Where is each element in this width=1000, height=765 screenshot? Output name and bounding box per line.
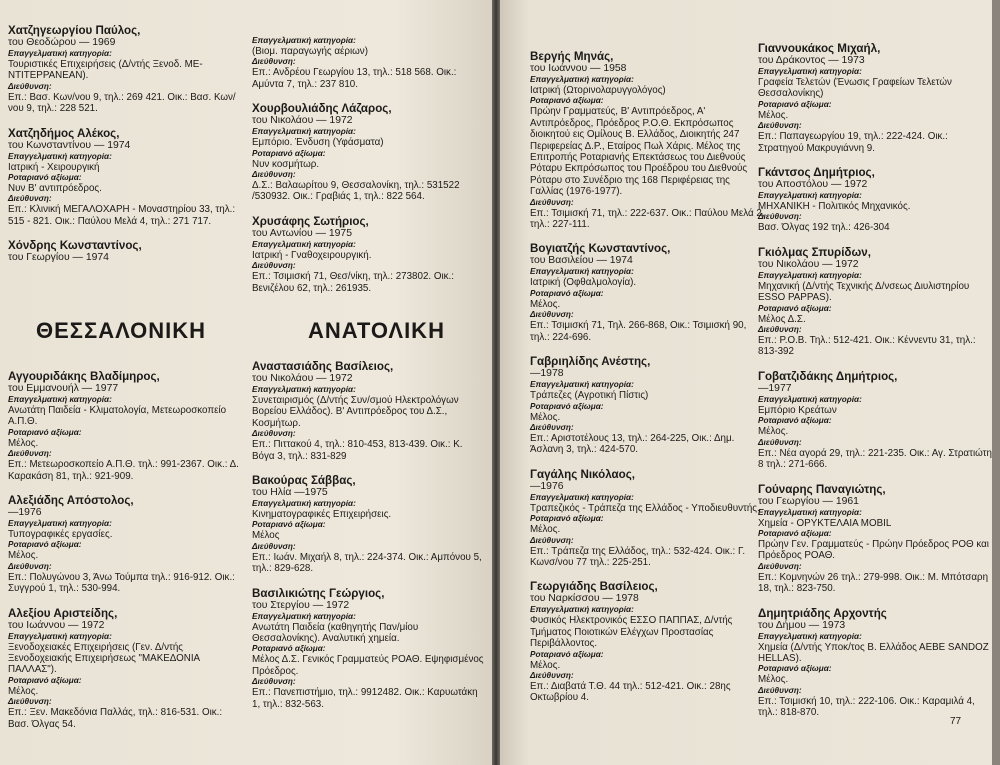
label-profession: Επαγγελματική κατηγορία:	[252, 127, 356, 137]
label-profession: Επαγγελματική κατηγορία:	[530, 492, 634, 502]
label-rotary-office: Ροταριανό αξίωμα:	[530, 649, 604, 659]
profession-text: Φυσικός Ηλεκτρονικός ΕΣΣΟ ΠΑΠΠΑΣ, Δ/ντής Τμήματος Ποιοτικών Ελέγχων Προστασίας Περιβάλλοντος.	[530, 615, 733, 650]
rotary-office-text: Μέλος.	[8, 550, 39, 562]
member-entry	[530, 242, 765, 343]
label-profession: Επαγγελματική κατηγορία:	[8, 519, 112, 529]
label-profession: Επαγγελματική κατηγορία:	[758, 270, 862, 280]
label-address: Διεύθυνση:	[530, 535, 574, 545]
member-parentage-year: —1976	[8, 507, 42, 519]
member-entry	[758, 166, 992, 234]
label-address: Διεύθυνση:	[758, 685, 802, 695]
member-name: Γαγάλης Νικόλαος,	[530, 467, 635, 481]
label-rotary-office: Ροταριανό αξίωμα:	[758, 303, 832, 313]
member-parentage-year: του Εμμανουήλ — 1977	[8, 383, 119, 394]
rotary-office-text: Μέλος.	[758, 674, 789, 686]
label-profession: Επαγγελματική κατηγορία:	[8, 631, 112, 641]
label-profession: Επαγγελματική κατηγορία:	[530, 605, 634, 615]
member-entry	[8, 494, 243, 595]
rotary-office-text: Μέλος.	[530, 524, 561, 536]
member-entry	[8, 370, 243, 482]
member-name: Χατζηγεωργίου Παύλος,	[8, 24, 141, 37]
member-parentage-year: του Ηλία —1975	[252, 487, 328, 499]
profession-text: Ιατρική - Γναθοχειρουργική.	[252, 249, 372, 261]
member-parentage-year: του Νικολάου — 1972	[252, 115, 353, 127]
address-text: Επ.: Μετεωροσκοπείο Α.Π.Θ. τηλ.: 991-2367. Οικ.: Δ. Καρακάση 81, τηλ.: 921-909.	[8, 459, 239, 482]
member-parentage-year: του Ιωάννου — 1958	[530, 63, 627, 74]
rotary-office-text: Μέλος.	[530, 659, 561, 671]
rotary-office-text: Μέλος.	[758, 109, 789, 121]
label-profession: Επαγγελματική κατηγορία:	[8, 151, 112, 161]
address-text: Επ.: Βασ. Κων/νου 9, τηλ.: 269 421. Οικ.: Βασ. Κων/νου 9, τηλ.: 228 521.	[8, 91, 236, 115]
label-rotary-office: Ροταριανό αξίωμα:	[8, 173, 82, 183]
profession-text: Συνεταιρισμός (Δ/ντής Συν/σμού Ηλεκτρολόγων Βορείου Ελλάδος). Β' Αντιπρόεδρος του Δ.Σ., Κοσμήτωρ.	[252, 395, 459, 429]
rotary-office-text: Μέλος Δ.Σ.	[758, 313, 806, 325]
label-rotary-office: Ροταριανό αξίωμα:	[252, 644, 326, 654]
address-text: Επ.: Κομνηνών 26 τηλ.: 279-998. Οικ.: Μ. Μπότσαρη 18, τηλ.: 823-750.	[758, 571, 989, 595]
member-entry	[758, 370, 992, 471]
member-parentage-year: του Ναρκίσσου — 1978	[530, 593, 639, 605]
profession-text: Ιατρική (Ωτορινολαρυγγολόγος)	[530, 85, 666, 96]
profession-text: Ανωτάτη Παιδεία (καθηγητής Παν/μίου Θεσσαλονίκης). Αναλυτική χημεία.	[252, 621, 419, 645]
member-name: Χρυσάφης Σωτήριος,	[252, 214, 369, 228]
address-text: Επ.: Τσιμισκή 71, τηλ.: 222-637. Οικ.: Παύλου Μελά 2, τηλ.: 227-111.	[530, 207, 765, 231]
member-name: Αλεξιάδης Απόστολος,	[8, 494, 134, 508]
member-entry	[8, 127, 243, 228]
address-text: Επ.: Πολυγώνου 3, Άνω Τούμπα τηλ.: 916-912. Οικ.: Συγγρού 1, τηλ.: 530-994.	[8, 571, 235, 595]
member-name: Βασιλικιώτης Γεώργιος,	[252, 586, 385, 600]
label-address: Διεύθυνση:	[8, 561, 52, 571]
address-text: Δ.Σ.: Βαλαωρίτου 9, Θεσσαλονίκη, τηλ.: 531522 /530932. Οικ.: Γραβιάς 1, τηλ.: 822 564.	[252, 180, 460, 203]
address-text: Επ.: Πανεπιστήμιο, τηλ.: 9912482. Οικ.: Καρυωτάκη 1, τηλ.: 832-563.	[252, 687, 478, 710]
member-name: Χατζηδήμος Αλέκος,	[8, 126, 120, 140]
section-heading-thessaloniki: ΘΕΣΣΑΛΟΝΙΚΗ	[36, 318, 207, 343]
member-parentage-year: του Νικολάου — 1972	[758, 258, 859, 270]
member-parentage-year: —1978	[530, 368, 564, 380]
label-address: Διεύθυνση:	[530, 422, 574, 432]
address-text: Βασ. Όλγας 192 τηλ.: 426-304	[758, 222, 890, 234]
member-name: Χόνδρης Κωνσταντίνος,	[8, 239, 142, 253]
rotary-office-text: Πρώην Γεν. Γραμματεύς - Πρώην Πρόεδρος ΡΟΘ και Πρόεδρος ΡΟΑΘ.	[758, 538, 989, 562]
label-rotary-office: Ροταριανό αξίωμα:	[758, 664, 832, 674]
profession-text: Τράπεζες (Αγροτική Πίστις)	[530, 390, 649, 402]
member-entry	[8, 607, 243, 730]
member-parentage-year: του Αντωνίου — 1975	[252, 227, 352, 239]
label-rotary-office: Ροταριανό αξίωμα:	[252, 148, 326, 158]
label-address: Διεύθυνση:	[252, 57, 296, 67]
label-rotary-office: Ροταριανό αξίωμα:	[530, 401, 604, 411]
label-address: Διεύθυνση:	[252, 677, 296, 687]
label-profession: Επαγγελματική κατηγορία:	[252, 385, 356, 394]
label-rotary-office: Ροταριανό αξίωμα:	[8, 675, 82, 685]
member-name: Γκάντσος Δημήτριος,	[758, 166, 875, 180]
member-name: Δημητριάδης Αρχοντής	[758, 606, 887, 620]
member-entry	[252, 474, 487, 575]
member-entry	[758, 246, 992, 358]
label-address: Διεύθυνση:	[8, 81, 52, 91]
right-page	[500, 0, 992, 765]
member-name: Γιαννουκάκος Μιχαήλ,	[758, 42, 881, 55]
member-name: Βεργής Μηνάς,	[530, 50, 614, 63]
profession-text: Τουριστικές Επιχειρήσεις (Δ/ντής Ξενοδ. ΜΕ-ΝΤΙΤΕΡΡΑΝΕΑΝ).	[8, 59, 203, 82]
label-rotary-office: Ροταριανό αξίωμα:	[530, 288, 604, 298]
label-address: Διεύθυνση:	[530, 310, 574, 320]
label-address: Διεύθυνση:	[758, 325, 802, 335]
member-parentage-year: του Δήμου — 1973	[758, 619, 846, 631]
address-text: Επ.: Ρ.Ο.Β. Τηλ.: 512-421. Οικ.: Κέννεντυ 31, τηλ.: 813-392	[758, 335, 976, 358]
rotary-office-text: Μέλος.	[8, 685, 39, 697]
member-entry	[758, 483, 992, 595]
book-gutter	[492, 0, 500, 765]
rotary-office-text: Μέλος.	[8, 437, 39, 449]
profession-text: Γραφεία Τελετών (Ένωσις Γραφείων Τελετών Θεσσαλονίκης)	[758, 77, 952, 100]
member-entry	[530, 50, 765, 230]
member-entry	[530, 580, 765, 703]
label-profession: Επαγγελματική κατηγορία:	[252, 499, 356, 509]
member-parentage-year: —1977	[758, 382, 792, 394]
label-rotary-office: Ροταριανό αξίωμα:	[530, 514, 604, 524]
label-rotary-office: Ροταριανό αξίωμα:	[8, 540, 82, 550]
member-parentage-year: του Αποστόλου — 1972	[758, 179, 868, 191]
member-entry	[758, 42, 992, 154]
address-text: Επ.: Πιττακού 4, τηλ.: 810-453, 813-439. Οικ.: Κ. Βόγα 3, τηλ.: 831-829	[252, 439, 463, 462]
address-text: Επ.: Ιωάν. Μιχαήλ 8, τηλ.: 224-374. Οικ.: Αμπόνου 5, τηλ.: 829-628.	[252, 551, 482, 575]
label-address: Διεύθυνση:	[758, 212, 802, 222]
label-address: Διεύθυνση:	[8, 449, 52, 459]
profession-text: Κινηματογραφικές Επιχειρήσεις.	[252, 509, 392, 521]
page-number: 77	[950, 716, 962, 727]
rotary-office-text: Νυν κοσμήτωρ.	[252, 158, 320, 170]
member-name: Γούναρης Παναγιώτης,	[758, 482, 886, 496]
label-address: Διεύθυνση:	[530, 670, 574, 680]
member-name: Αναστασιάδης Βασίλειος,	[252, 360, 394, 373]
entries-thessaloniki	[8, 370, 243, 742]
member-parentage-year: του Δράκοντος — 1973	[758, 55, 865, 66]
label-address: Διεύθυνση:	[758, 437, 802, 447]
profession-text: Μηχανική (Δ/ντής Τεχνικής Δ/νσεως Διυλιστηρίου ESSO PAPPAS).	[758, 280, 970, 304]
member-entry	[758, 607, 992, 719]
label-profession: Επαγγελματική κατηγορία:	[758, 394, 862, 404]
member-entry	[252, 36, 487, 90]
address-text: Επ.: Διαβατά Τ.Θ. 44 τηλ.: 512-421. Οικ.: 28ης Οκτωβρίου 4.	[530, 680, 731, 704]
member-name: Γκιόλμας Σπυρίδων,	[758, 245, 871, 259]
rotary-office-text: Μέλος.	[530, 411, 561, 423]
label-address: Διεύθυνση:	[252, 170, 296, 180]
member-parentage-year: του Νικολάου — 1972	[252, 373, 353, 384]
address-text: Επ.: Αριστοτέλους 13, τηλ.: 264-225, Οικ.: Δημ. Άσλανη 3, τηλ.: 424-570.	[530, 432, 735, 456]
label-rotary-office: Ροταριανό αξίωμα:	[8, 427, 82, 437]
address-text: Επ.: Τσιμισκή 71, Τηλ. 266-868, Οικ.: Τσιμισκή 90, τηλ.: 224-696.	[530, 320, 747, 343]
member-name: Γαβριηλίδης Ανέστης,	[530, 355, 651, 369]
profession-text: (Βιομ. παραγωγής αέριων)	[252, 46, 368, 57]
profession-text: Χημεία (Δ/ντής Υποκ/τος Β. Ελλάδος ΑΕΒΕ SANDOZ HELLAS).	[758, 641, 989, 664]
label-rotary-office: Ροταριανό αξίωμα:	[530, 96, 604, 106]
label-profession: Επαγγελματική κατηγορία:	[758, 507, 862, 517]
member-parentage-year: του Γεωργίου — 1961	[758, 495, 859, 507]
rotary-office-text: Μέλος.	[530, 298, 561, 310]
member-parentage-year: του Κωνσταντίνου — 1974	[8, 139, 131, 151]
address-text: Επ.: Τσιμισκή 10, τηλ.: 222-106. Οικ.: Καραμιλά 4, τηλ.: 818-870.	[758, 695, 975, 719]
label-profession: Επαγγελματική κατηγορία:	[252, 239, 356, 249]
entries-anatoliki	[252, 360, 487, 722]
member-entry	[252, 360, 487, 462]
member-entry	[530, 468, 765, 569]
label-rotary-office: Ροταριανό αξίωμα:	[758, 99, 832, 109]
label-profession: Επαγγελματική κατηγορία:	[530, 75, 634, 84]
member-entry	[252, 215, 487, 294]
address-text: Επ.: Κλινική ΜΕΓΑΛΟΧΑΡΗ - Μοναστηρίου 33, τηλ.: 515 - 821. Οικ.: Παύλου Μελά 4, τηλ.: 271 717.	[8, 204, 236, 227]
address-text: Επ.: Τσιμισκή 71, Θεσ/νίκη, τηλ.: 273802. Οικ.: Βενιζέλου 62, τηλ.: 261935.	[252, 271, 454, 294]
label-address: Διεύθυνση:	[252, 261, 296, 271]
profession-text: Εμπόριο. Ένδυση (Υφάσματα)	[252, 137, 384, 149]
entries-chatzi	[8, 24, 243, 276]
member-name: Χουρβουλιάδης Λάζαρος,	[252, 102, 392, 116]
label-profession: Επαγγελματική κατηγορία:	[758, 631, 862, 641]
address-text: Επ.: Τράπεζα της Ελλάδος, τηλ.: 532-424. Οικ.: Γ. Κωνσ/νου 77 τηλ.: 225-251.	[530, 545, 746, 568]
profession-text: Ιατρική - Χειρουργική	[8, 161, 100, 173]
profession-text: Τραπεζικός - Τράπεζα της Ελλάδος - Υποδιευθυντής.	[530, 502, 760, 514]
label-rotary-office: Ροταριανό αξίωμα:	[252, 520, 326, 530]
profession-text: ΜΗΧΑΝΙΚΗ - Πολιτικός Μηχανικός.	[758, 201, 911, 213]
profession-text: Ιατρική (Οφθαλμολογία).	[530, 277, 637, 289]
label-rotary-office: Ροταριανό αξίωμα:	[758, 416, 832, 426]
right-column-1	[530, 50, 765, 716]
member-parentage-year: του Θεοδώρου — 1969	[8, 37, 116, 48]
member-parentage-year: του Γεωργίου — 1974	[8, 252, 109, 264]
label-address: Διεύθυνση:	[252, 541, 296, 551]
label-profession: Επαγγελματική κατηγορία:	[8, 395, 112, 404]
label-address: Διεύθυνση:	[8, 194, 52, 204]
label-profession: Επαγγελματική κατηγορία:	[252, 611, 356, 621]
label-profession: Επαγγελματική κατηγορία:	[8, 49, 112, 58]
member-name: Αγγουριδάκης Βλαδίμηρος,	[8, 370, 160, 383]
profession-text: Χημεία - ΟΡΥΚΤΕΛΑΙΑ MOBIL	[758, 517, 892, 529]
address-text: Επ.: Ξεν. Μακεδόνια Παλλάς, τηλ.: 816-531. Οικ.: Βασ. Όλγας 54.	[8, 707, 223, 730]
label-address: Διεύθυνση:	[8, 697, 52, 707]
member-parentage-year: του Ιωάννου — 1972	[8, 619, 105, 631]
right-column-2	[758, 42, 992, 731]
member-name: Βακούρας Σάββας,	[252, 474, 356, 488]
entries-chour	[252, 36, 487, 306]
rotary-office-text: Μέλος	[252, 530, 280, 542]
label-profession: Επαγγελματική κατηγορία:	[252, 36, 356, 45]
rotary-office-text: Νυν Β' αντιπρόεδρος.	[8, 183, 102, 195]
label-profession: Επαγγελματική κατηγορία:	[530, 267, 634, 277]
label-address: Διεύθυνση:	[530, 197, 574, 207]
member-entry	[252, 102, 487, 203]
member-name: Αλεξίου Αριστείδης,	[8, 606, 118, 620]
label-profession: Επαγγελματική κατηγορία:	[758, 191, 862, 201]
member-parentage-year: —1976	[530, 480, 564, 492]
member-name: Γοβατζιδάκης Δημήτριος,	[758, 369, 898, 383]
rotary-office-text: Μέλος.	[758, 426, 789, 438]
member-parentage-year: του Στεργίου — 1972	[252, 599, 350, 611]
label-profession: Επαγγελματική κατηγορία:	[758, 67, 862, 76]
member-entry	[530, 355, 765, 456]
member-entry	[8, 239, 243, 264]
label-rotary-office: Ροταριανό αξίωμα:	[758, 528, 832, 538]
rotary-office-text: Μέλος Δ.Σ. Γενικός Γραμματεύς ΡΟΑΘ. Εψηφισμένος Πρόεδρος.	[252, 654, 484, 677]
profession-text: Εμπόριο Κρεάτων	[758, 404, 837, 416]
rotary-office-text: Πρώην Γραμματεύς, Β' Αντιπρόεδρος, Α' Αντιπρόεδρος, Πρόεδρος Ρ.Ο.Θ. Εκπρόσωπος διοικητού εις Ομίλους Β. Ελλάδος, Διοικητής 247 Περιφερείας Δ.Ρ., Εταίρος Πωλ Χάρις. Μέλος της Επιτροπής Ροταριανής Επεκτάσεως του Διεθνούς Ρόταρυ Εκπρόσωπος του Προέδρου του Διεθνούς Ρόταρυ στο Συνέδριο της 168 Περιφέρειας της Γαλλίας (1976-1977).	[530, 106, 748, 198]
label-address: Διεύθυνση:	[252, 429, 296, 439]
member-name: Βογιατζής Κωνσταντίνος,	[530, 242, 671, 256]
profession-text: Ξενοδοχειακές Επιχειρήσεις (Γεν. Δ/ντής Ξενοδοχειακής Επιχειρήσεως "ΜΑΚΕΔΟΝΙΑ ΠΑΛΛΑΣ").	[8, 641, 200, 676]
address-text: Επ.: Νέα αγορά 29, τηλ.: 221-235. Οικ.: Αγ. Στρατιώτη 8 τηλ.: 271-666.	[758, 447, 992, 471]
address-text: Επ.: Ανδρέου Γεωργίου 13, τηλ.: 518 568. Οικ.: Αμύντα 7, τηλ.: 237 810.	[252, 67, 457, 90]
member-name: Γεωργιάδης Βασίλειος,	[530, 580, 658, 594]
label-address: Διεύθυνση:	[758, 561, 802, 571]
profession-text: Ανωτάτη Παιδεία - Κλιματολογία, Μετεωροσκοπείο Α.Π.Θ.	[8, 405, 227, 428]
section-heading-anatoliki: ΑΝΑΤΟΛΙΚΗ	[308, 318, 445, 343]
label-profession: Επαγγελματική κατηγορία:	[530, 380, 634, 390]
member-entry	[252, 587, 487, 710]
left-page	[0, 0, 492, 765]
member-parentage-year: του Βασιλείου — 1974	[530, 255, 633, 267]
member-entry	[8, 24, 243, 115]
address-text: Επ.: Παπαγεωργίου 19, τηλ.: 222-424. Οικ.: Στρατηγού Μακρυγιάννη 9.	[758, 131, 948, 154]
label-address: Διεύθυνση:	[758, 121, 802, 131]
profession-text: Τυπογραφικές εργασίες.	[8, 529, 113, 541]
